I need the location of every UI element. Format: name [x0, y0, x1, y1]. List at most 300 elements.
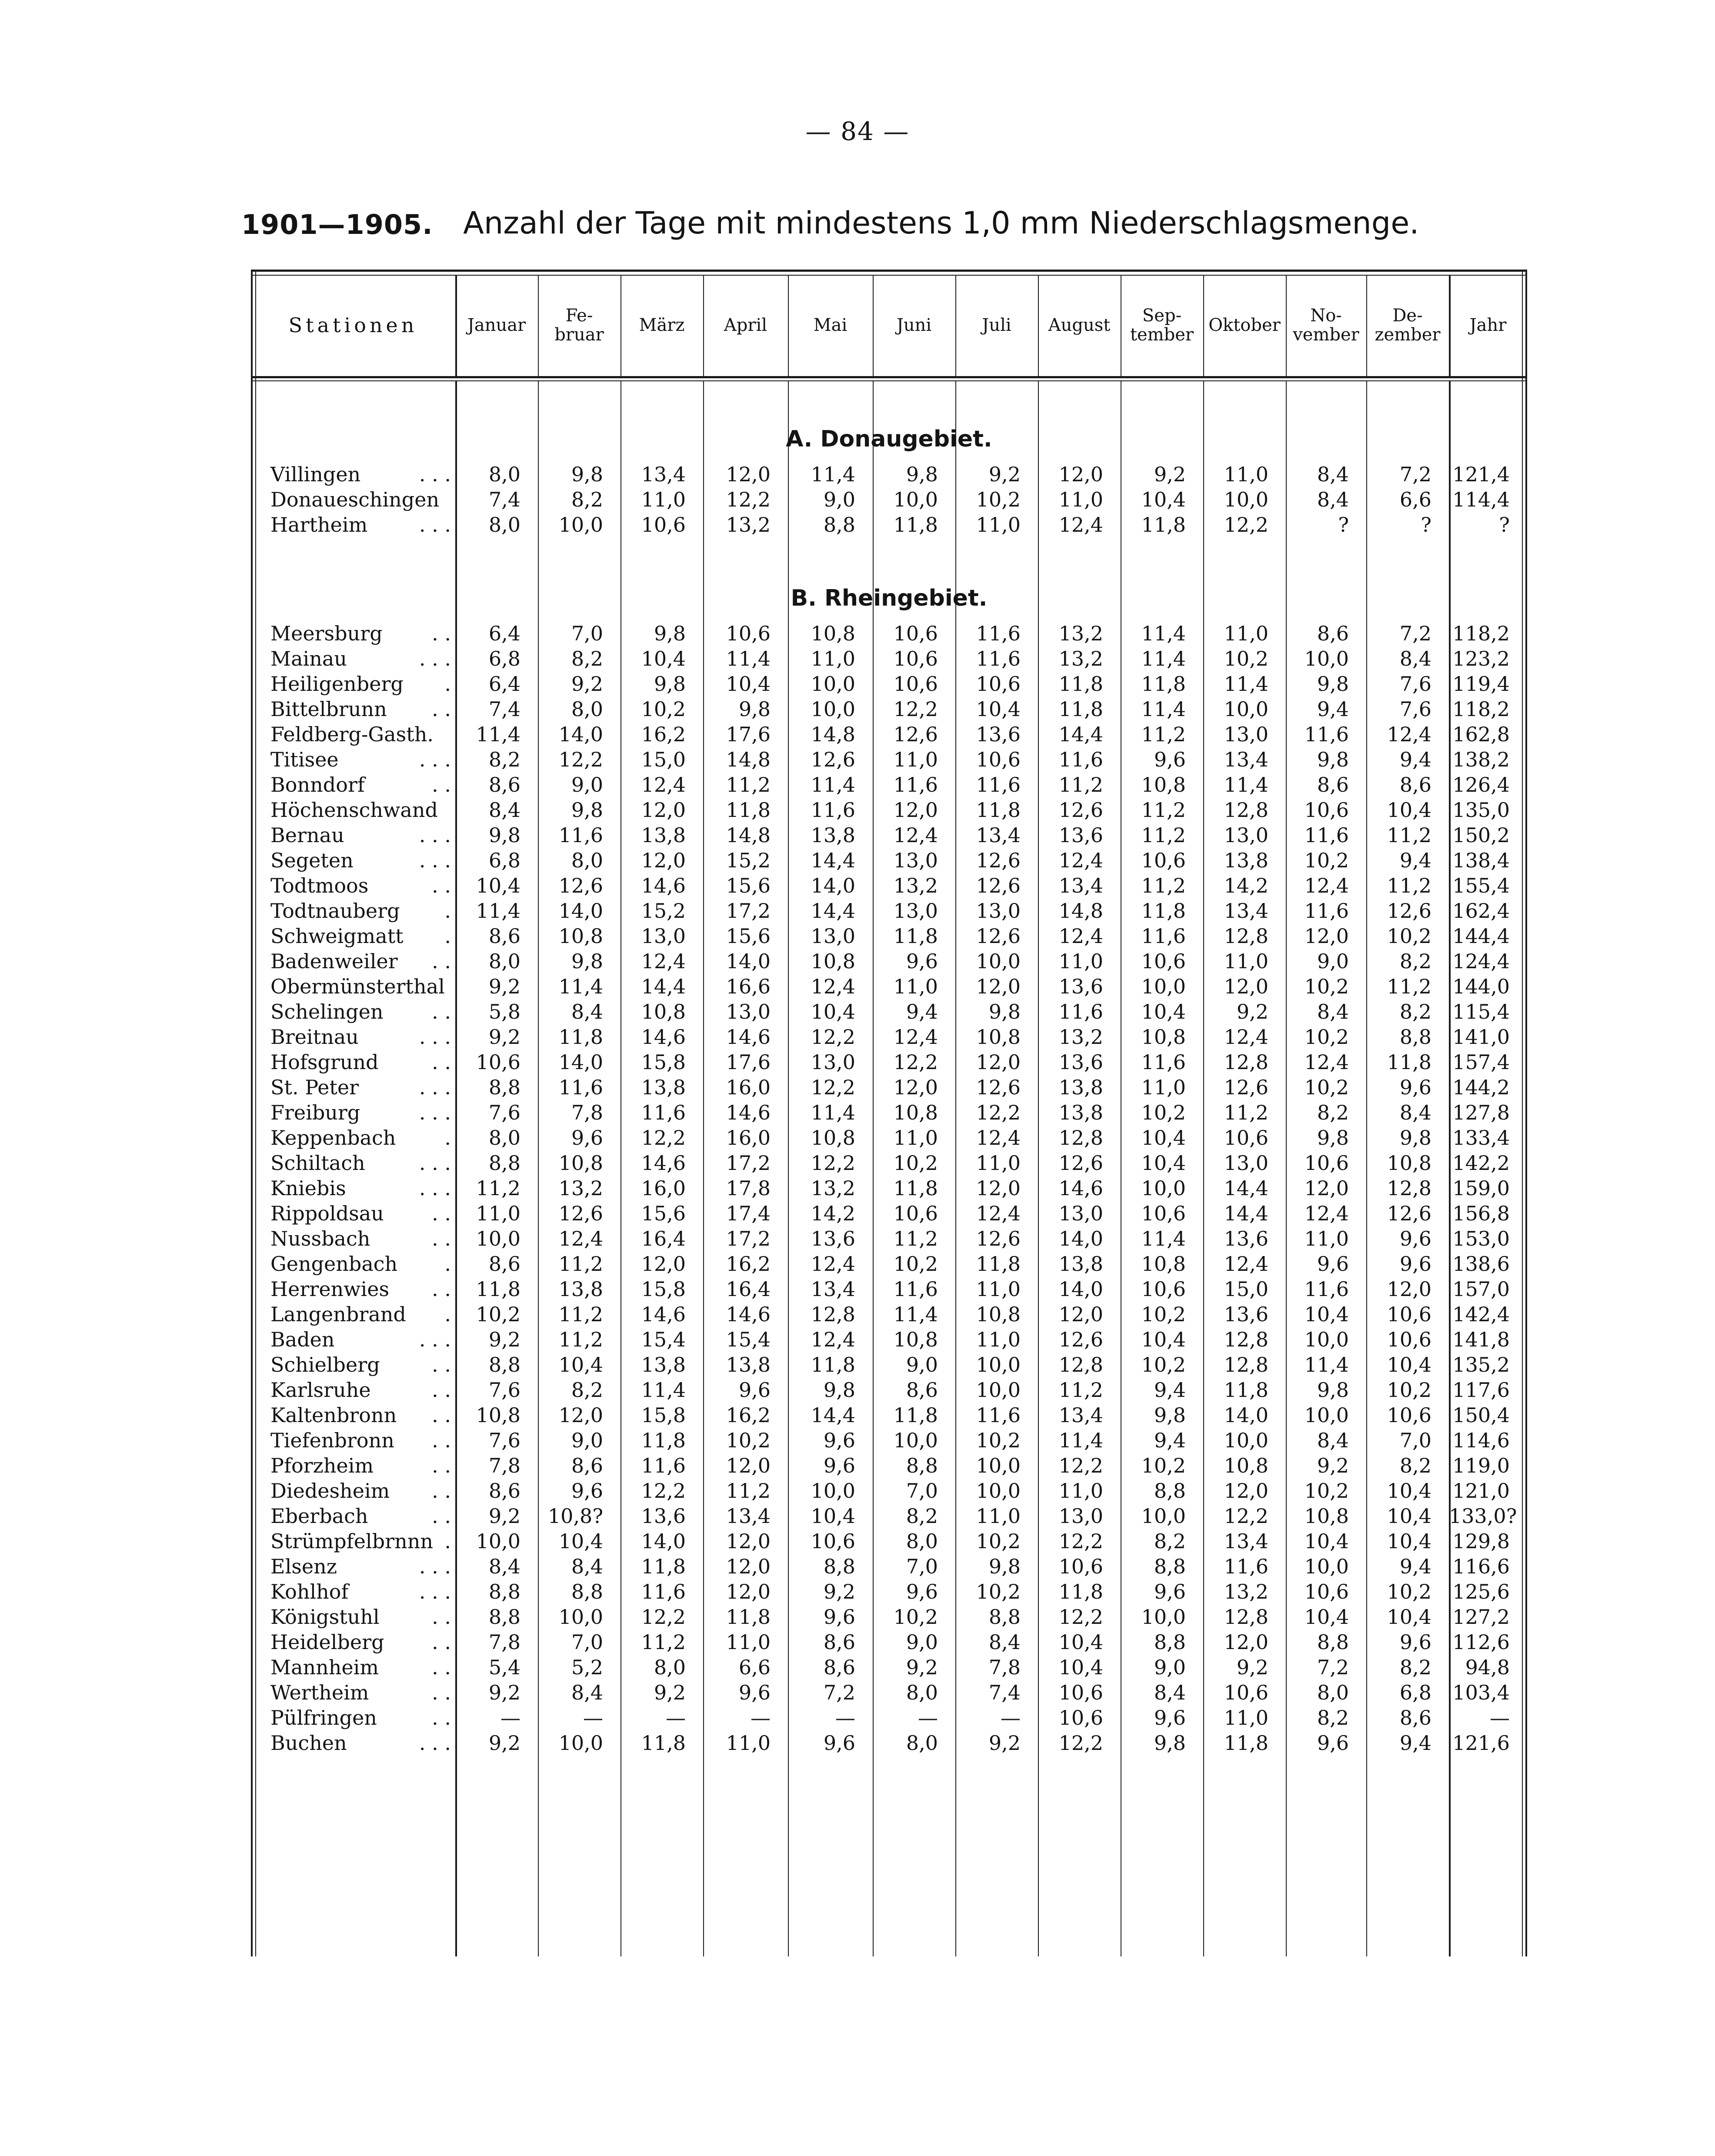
value-cell: 8,4 — [571, 1000, 603, 1023]
station-name: Donaueschingen — [270, 488, 440, 511]
value-cell: 8,4 — [1154, 1681, 1186, 1704]
value-cell: 9,8 — [1154, 1403, 1186, 1427]
value-cell: 8,2 — [571, 647, 603, 670]
value-cell: 8,0 — [906, 1681, 938, 1704]
value-cell: 11,0 — [641, 488, 686, 511]
value-cell: 8,2 — [1399, 950, 1431, 973]
value-cell: 12,4 — [1058, 513, 1103, 537]
value-cell: 10,6 — [641, 513, 686, 537]
value-cell: 17,2 — [726, 1151, 771, 1175]
value-cell: 11,6 — [976, 647, 1021, 670]
station-name: Bernau — [270, 823, 344, 847]
value-cell: 10,6 — [1141, 950, 1186, 973]
leader-dots: . . — [432, 773, 451, 796]
value-cell: 13,2 — [893, 874, 938, 897]
table-row — [251, 999, 1527, 1024]
value-cell: 10,6 — [1058, 1681, 1103, 1704]
header-bottom-rule-inner — [251, 380, 1527, 381]
value-cell: 7,0 — [906, 1555, 938, 1578]
value-cell: 13,6 — [1058, 975, 1103, 998]
value-cell: 8,8 — [488, 1605, 521, 1629]
value-cell: 8,2 — [1154, 1530, 1186, 1553]
value-cell: 10,4 — [641, 647, 686, 670]
value-cell: 9,6 — [571, 1126, 603, 1150]
value-cell: 9,6 — [1317, 1731, 1349, 1755]
value-cell: 12,4 — [1058, 849, 1103, 872]
value-cell: 12,6 — [976, 874, 1021, 897]
value-cell: 10,4 — [1304, 1303, 1349, 1326]
value-cell: 11,0 — [1058, 950, 1103, 973]
value-cell: 12,0 — [1224, 975, 1268, 998]
value-cell: 9,2 — [488, 1025, 521, 1049]
value-cell: 8,8 — [823, 1555, 855, 1578]
value-cell: 10,0 — [1304, 1328, 1349, 1351]
value-cell: 9,6 — [1154, 1706, 1186, 1729]
value-cell: 9,2 — [488, 1731, 521, 1755]
value-cell: 11,2 — [1387, 874, 1431, 897]
value-cell: 12,4 — [1304, 1050, 1349, 1074]
value-cell: 17,4 — [726, 1202, 771, 1225]
value-cell: 119,4 — [1452, 672, 1510, 696]
value-cell: 11,0 — [811, 647, 855, 670]
value-cell: 9,8 — [571, 950, 603, 973]
value-cell: 11,6 — [641, 1101, 686, 1124]
value-cell: 15,6 — [726, 924, 771, 948]
value-cell: 118,2 — [1452, 697, 1510, 721]
value-cell: 10,8 — [1224, 1454, 1268, 1477]
value-cell: 15,2 — [726, 849, 771, 872]
value-cell: 11,8 — [893, 1403, 938, 1427]
value-cell: 10,4 — [1387, 798, 1431, 822]
value-cell: 13,0 — [893, 849, 938, 872]
value-cell: 10,6 — [893, 647, 938, 670]
table-row — [251, 1604, 1527, 1629]
table-row — [251, 1529, 1527, 1554]
value-cell: 11,8 — [1141, 672, 1186, 696]
value-cell: 9,8 — [1317, 1126, 1349, 1150]
value-cell: 124,4 — [1452, 950, 1510, 973]
value-cell: 135,2 — [1452, 1353, 1510, 1376]
table-row — [251, 898, 1527, 923]
value-cell: 10,2 — [1224, 647, 1268, 670]
value-cell: 8,6 — [488, 1252, 521, 1276]
value-cell: 16,0 — [641, 1176, 686, 1200]
value-cell: 12,4 — [1058, 924, 1103, 948]
value-cell: 17,8 — [726, 1176, 771, 1200]
value-cell: 12,4 — [811, 1252, 855, 1276]
station-name: Todtmoos — [270, 874, 369, 897]
value-cell: 11,0 — [976, 513, 1021, 537]
value-cell: 8,2 — [906, 1504, 938, 1528]
value-cell: 10,8 — [1387, 1151, 1431, 1175]
value-cell: 7,6 — [488, 1429, 521, 1452]
value-cell: 10,0 — [811, 672, 855, 696]
value-cell: 12,0 — [641, 1252, 686, 1276]
value-cell: 11,8 — [641, 1429, 686, 1452]
value-cell: 8,6 — [488, 773, 521, 796]
value-cell: 9,0 — [1317, 950, 1349, 973]
value-cell: 16,4 — [641, 1227, 686, 1250]
value-cell: 10,8 — [811, 950, 855, 973]
value-cell: 9,4 — [1399, 1555, 1431, 1578]
value-cell: 142,2 — [1452, 1151, 1510, 1175]
value-cell: 7,6 — [1399, 672, 1431, 696]
value-cell: 9,0 — [906, 1630, 938, 1654]
value-cell: 15,8 — [641, 1050, 686, 1074]
value-cell: 6,8 — [488, 647, 521, 670]
leader-dots: . . . — [419, 1151, 451, 1175]
value-cell: 12,2 — [1058, 1454, 1103, 1477]
value-cell: 155,4 — [1452, 874, 1510, 897]
leader-dots: . . . — [419, 1101, 451, 1124]
value-cell: 114,4 — [1452, 488, 1510, 511]
value-cell: 9,6 — [906, 1580, 938, 1603]
value-cell: 8,0 — [488, 463, 521, 486]
value-cell: 10,6 — [893, 672, 938, 696]
value-cell: 10,0 — [976, 1479, 1021, 1503]
leader-dots: . . — [432, 1353, 451, 1376]
value-cell: 12,8 — [1224, 1050, 1268, 1074]
value-cell: 5,8 — [488, 1000, 521, 1023]
leader-dots: . . . — [419, 823, 451, 847]
value-cell: 13,0 — [1058, 1504, 1103, 1528]
value-cell: 12,0 — [641, 849, 686, 872]
value-cell: ? — [1338, 513, 1349, 537]
table-row — [251, 1554, 1527, 1579]
station-name: Mainau — [270, 647, 347, 670]
value-cell: 9,6 — [1154, 1580, 1186, 1603]
value-cell: 12,2 — [811, 1025, 855, 1049]
value-cell: 13,8 — [641, 1076, 686, 1099]
value-cell: 16,2 — [726, 1252, 771, 1276]
value-cell: 14,4 — [1058, 723, 1103, 746]
leader-dots: . . . — [419, 1176, 451, 1200]
value-cell: 11,0 — [1141, 1076, 1186, 1099]
value-cell: 10,6 — [1387, 1328, 1431, 1351]
value-cell: 142,4 — [1452, 1303, 1510, 1326]
value-cell: 16,2 — [726, 1403, 771, 1427]
value-cell: 8,2 — [1399, 1656, 1431, 1679]
value-cell: 10,0 — [476, 1530, 521, 1553]
leader-dots: . . — [432, 1681, 451, 1704]
section-heading: B. Rheingebiet. — [791, 585, 988, 611]
section-heading: A. Donaugebiet. — [786, 426, 992, 452]
station-name: St. Peter — [270, 1076, 359, 1099]
value-cell: 9,6 — [906, 950, 938, 973]
value-cell: 13,0 — [726, 1000, 771, 1023]
value-cell: 10,8 — [558, 924, 603, 948]
value-cell: 8,2 — [1317, 1706, 1349, 1729]
value-cell: 7,0 — [571, 622, 603, 645]
station-name: Baden — [270, 1328, 335, 1351]
value-cell: 10,2 — [1141, 1454, 1186, 1477]
leader-dots: . — [444, 1303, 451, 1326]
value-cell: 12,4 — [558, 1227, 603, 1250]
caption-title: Anzahl der Tage mit mindestens 1,0 mm Niederschlagsmenge. — [463, 205, 1419, 241]
station-name: Schweigmatt — [270, 924, 404, 948]
value-cell: 10,0 — [1141, 1176, 1186, 1200]
value-cell: 11,2 — [641, 1630, 686, 1654]
table-row — [251, 512, 1527, 537]
value-cell: 117,6 — [1452, 1378, 1510, 1402]
value-cell: 12,8 — [1224, 798, 1268, 822]
value-cell: 10,6 — [1387, 1303, 1431, 1326]
value-cell: 15,4 — [726, 1328, 771, 1351]
leader-dots: . . . — [419, 513, 451, 537]
value-cell: 11,4 — [893, 1303, 938, 1326]
value-cell: 12,6 — [558, 1202, 603, 1225]
value-cell: 9,8 — [654, 622, 686, 645]
table-row — [251, 1226, 1527, 1251]
value-cell: 10,0 — [1304, 1555, 1349, 1578]
leader-dots: . . — [432, 1202, 451, 1225]
table-row — [251, 1276, 1527, 1302]
value-cell: 13,4 — [1058, 874, 1103, 897]
value-cell: 8,8 — [488, 1580, 521, 1603]
value-cell: 10,0 — [1304, 1403, 1349, 1427]
value-cell: 8,4 — [1317, 463, 1349, 486]
value-cell: 11,4 — [1141, 622, 1186, 645]
value-cell: 8,4 — [571, 1681, 603, 1704]
value-cell: 13,2 — [1058, 1025, 1103, 1049]
station-name: Feldberg-Gasth. — [270, 723, 434, 746]
value-cell: 12,6 — [976, 924, 1021, 948]
table-row — [251, 1453, 1527, 1478]
value-cell: 8,8 — [988, 1605, 1021, 1629]
leader-dots: . . — [432, 1378, 451, 1402]
value-cell: 6,4 — [488, 622, 521, 645]
table-row — [251, 646, 1527, 671]
value-cell: 13,0 — [893, 899, 938, 923]
value-cell: 12,8 — [1224, 1605, 1268, 1629]
value-cell: 13,2 — [726, 513, 771, 537]
value-cell: 8,6 — [1317, 773, 1349, 796]
value-cell: 13,8 — [1224, 849, 1268, 872]
station-name: Königstuhl — [270, 1605, 380, 1629]
value-cell: 11,6 — [1224, 1555, 1268, 1578]
station-name: Villingen — [270, 463, 361, 486]
value-cell: 11,4 — [1224, 773, 1268, 796]
value-cell: 9,8 — [571, 798, 603, 822]
value-cell: 8,0 — [906, 1731, 938, 1755]
value-cell: 11,2 — [1387, 975, 1431, 998]
value-cell: 9,4 — [1399, 1731, 1431, 1755]
value-cell: 157,0 — [1452, 1277, 1510, 1301]
value-cell: 13,6 — [1224, 1303, 1268, 1326]
leader-dots: . . — [432, 1050, 451, 1074]
table-row — [251, 974, 1527, 999]
value-cell: 12,0 — [976, 1176, 1021, 1200]
value-cell: 10,0 — [976, 1454, 1021, 1477]
value-cell: 10,4 — [1387, 1605, 1431, 1629]
value-cell: 10,2 — [893, 1252, 938, 1276]
value-cell: 12,2 — [1224, 513, 1268, 537]
value-cell: 11,0 — [976, 1504, 1021, 1528]
value-cell: 8,0 — [571, 697, 603, 721]
header-column-divider — [788, 275, 789, 376]
value-cell: 11,8 — [1058, 697, 1103, 721]
leader-dots: . . — [432, 1504, 451, 1528]
header-column-divider — [1286, 275, 1287, 376]
value-cell: 10,2 — [1141, 1303, 1186, 1326]
value-cell: 11,0 — [726, 1731, 771, 1755]
value-cell: 9,8 — [988, 1555, 1021, 1578]
value-cell: 14,0 — [1058, 1277, 1103, 1301]
value-cell: 10,2 — [1387, 924, 1431, 948]
column-header: No- vember — [1293, 305, 1359, 345]
value-cell: 10,0 — [976, 1378, 1021, 1402]
value-cell: 9,6 — [1399, 1630, 1431, 1654]
value-cell: 11,0 — [1224, 1706, 1268, 1729]
value-cell: 10,8 — [976, 1025, 1021, 1049]
table-row — [251, 1629, 1527, 1655]
value-cell: 14,0 — [1224, 1403, 1268, 1427]
value-cell: 8,4 — [488, 1555, 521, 1578]
table-row — [251, 797, 1527, 823]
value-cell: 7,0 — [571, 1630, 603, 1654]
value-cell: 10,0 — [558, 513, 603, 537]
value-cell: 10,4 — [811, 1000, 855, 1023]
leader-dots: . . — [432, 622, 451, 645]
value-cell: 9,8 — [906, 463, 938, 486]
column-header: Sep- tember — [1130, 305, 1194, 345]
value-cell: 9,6 — [571, 1479, 603, 1503]
value-cell: 8,8 — [1154, 1630, 1186, 1654]
value-cell: 12,0 — [1304, 1176, 1349, 1200]
value-cell: 10,0 — [476, 1227, 521, 1250]
value-cell: 10,4 — [1304, 1605, 1349, 1629]
value-cell: 14,0 — [726, 950, 771, 973]
value-cell: 10,4 — [558, 1353, 603, 1376]
value-cell: 9,8 — [488, 823, 521, 847]
value-cell: 13,0 — [1224, 1151, 1268, 1175]
value-cell: 15,6 — [726, 874, 771, 897]
value-cell: — — [918, 1706, 938, 1729]
value-cell: 11,2 — [558, 1328, 603, 1351]
value-cell: 9,8 — [654, 672, 686, 696]
table-row — [251, 747, 1527, 772]
value-cell: 144,2 — [1452, 1076, 1510, 1099]
table-row — [251, 1302, 1527, 1327]
value-cell: 11,6 — [558, 1076, 603, 1099]
value-cell: 10,8? — [547, 1504, 603, 1528]
value-cell: 9,6 — [1399, 1076, 1431, 1099]
value-cell: — — [1490, 1706, 1510, 1729]
value-cell: 10,8 — [811, 622, 855, 645]
value-cell: 10,0 — [811, 1479, 855, 1503]
value-cell: 10,2 — [726, 1429, 771, 1452]
value-cell: 10,2 — [1304, 1076, 1349, 1099]
value-cell: 12,2 — [1224, 1504, 1268, 1528]
header-column-divider — [1203, 275, 1204, 376]
value-cell: 11,8 — [893, 1176, 938, 1200]
value-cell: 10,4 — [1058, 1656, 1103, 1679]
station-name: Segeten — [270, 849, 354, 872]
value-cell: 9,2 — [488, 1681, 521, 1704]
value-cell: 11,0 — [893, 1126, 938, 1150]
station-name: Herrenwies — [270, 1277, 390, 1301]
value-cell: 11,0 — [1058, 1479, 1103, 1503]
value-cell: 10,0 — [893, 1429, 938, 1452]
value-cell: 8,8 — [571, 1580, 603, 1603]
value-cell: 12,4 — [1304, 1202, 1349, 1225]
value-cell: 12,0 — [726, 1580, 771, 1603]
value-cell: 12,4 — [893, 823, 938, 847]
value-cell: 8,6 — [1399, 773, 1431, 796]
table-row — [251, 1428, 1527, 1453]
value-cell: 11,6 — [811, 798, 855, 822]
value-cell: 16,0 — [726, 1076, 771, 1099]
value-cell: 10,4 — [1387, 1504, 1431, 1528]
value-cell: 138,6 — [1452, 1252, 1510, 1276]
value-cell: 11,0 — [976, 1277, 1021, 1301]
table-caption — [241, 205, 1459, 248]
value-cell: 12,0 — [1058, 1303, 1103, 1326]
value-cell: 17,2 — [726, 1227, 771, 1250]
header-column-divider — [955, 275, 956, 376]
value-cell: 8,8 — [1154, 1555, 1186, 1578]
value-cell: 11,8 — [1141, 899, 1186, 923]
value-cell: 10,6 — [1387, 1403, 1431, 1427]
table-row — [251, 487, 1527, 512]
value-cell: 11,0 — [476, 1202, 521, 1225]
value-cell: 12,2 — [558, 748, 603, 771]
value-cell: 12,2 — [726, 488, 771, 511]
value-cell: 11,4 — [811, 773, 855, 796]
column-header: Stationen — [288, 313, 418, 337]
value-cell: 13,8 — [1058, 1101, 1103, 1124]
value-cell: 11,6 — [976, 773, 1021, 796]
value-cell: — — [500, 1706, 521, 1729]
table-row — [251, 671, 1527, 696]
station-name: Kniebis — [270, 1176, 346, 1200]
value-cell: 13,6 — [811, 1227, 855, 1250]
value-cell: 10,6 — [1058, 1706, 1103, 1729]
value-cell: 11,4 — [476, 899, 521, 923]
value-cell: 11,4 — [1304, 1353, 1349, 1376]
value-cell: 7,6 — [488, 1378, 521, 1402]
value-cell: 12,0 — [641, 798, 686, 822]
value-cell: 11,8 — [476, 1277, 521, 1301]
value-cell: 8,6 — [823, 1630, 855, 1654]
value-cell: 14,6 — [726, 1025, 771, 1049]
value-cell: 10,4 — [1141, 488, 1186, 511]
station-name: Freiburg — [270, 1101, 360, 1124]
column-header: April — [724, 315, 767, 335]
value-cell: 8,0 — [488, 513, 521, 537]
value-cell: 13,2 — [1058, 622, 1103, 645]
value-cell: 12,0 — [1058, 463, 1103, 486]
value-cell: 17,2 — [726, 899, 771, 923]
table-row — [251, 1075, 1527, 1100]
value-cell: 11,0 — [893, 748, 938, 771]
value-cell: 6,8 — [1399, 1681, 1431, 1704]
value-cell: 10,6 — [1304, 1580, 1349, 1603]
value-cell: 13,4 — [1224, 748, 1268, 771]
value-cell: 7,4 — [488, 488, 521, 511]
station-name: Nussbach — [270, 1227, 370, 1250]
caption-years: 1901—1905. — [241, 209, 433, 240]
leader-dots: . . . — [419, 1328, 451, 1351]
value-cell: 112,6 — [1452, 1630, 1510, 1654]
value-cell: 8,8 — [488, 1353, 521, 1376]
table-row — [251, 1251, 1527, 1276]
value-cell: 13,8 — [811, 823, 855, 847]
page-number: — 84 — — [805, 117, 910, 146]
value-cell: 123,2 — [1452, 647, 1510, 670]
value-cell: 10,2 — [1304, 1479, 1349, 1503]
value-cell: 14,0 — [558, 1050, 603, 1074]
